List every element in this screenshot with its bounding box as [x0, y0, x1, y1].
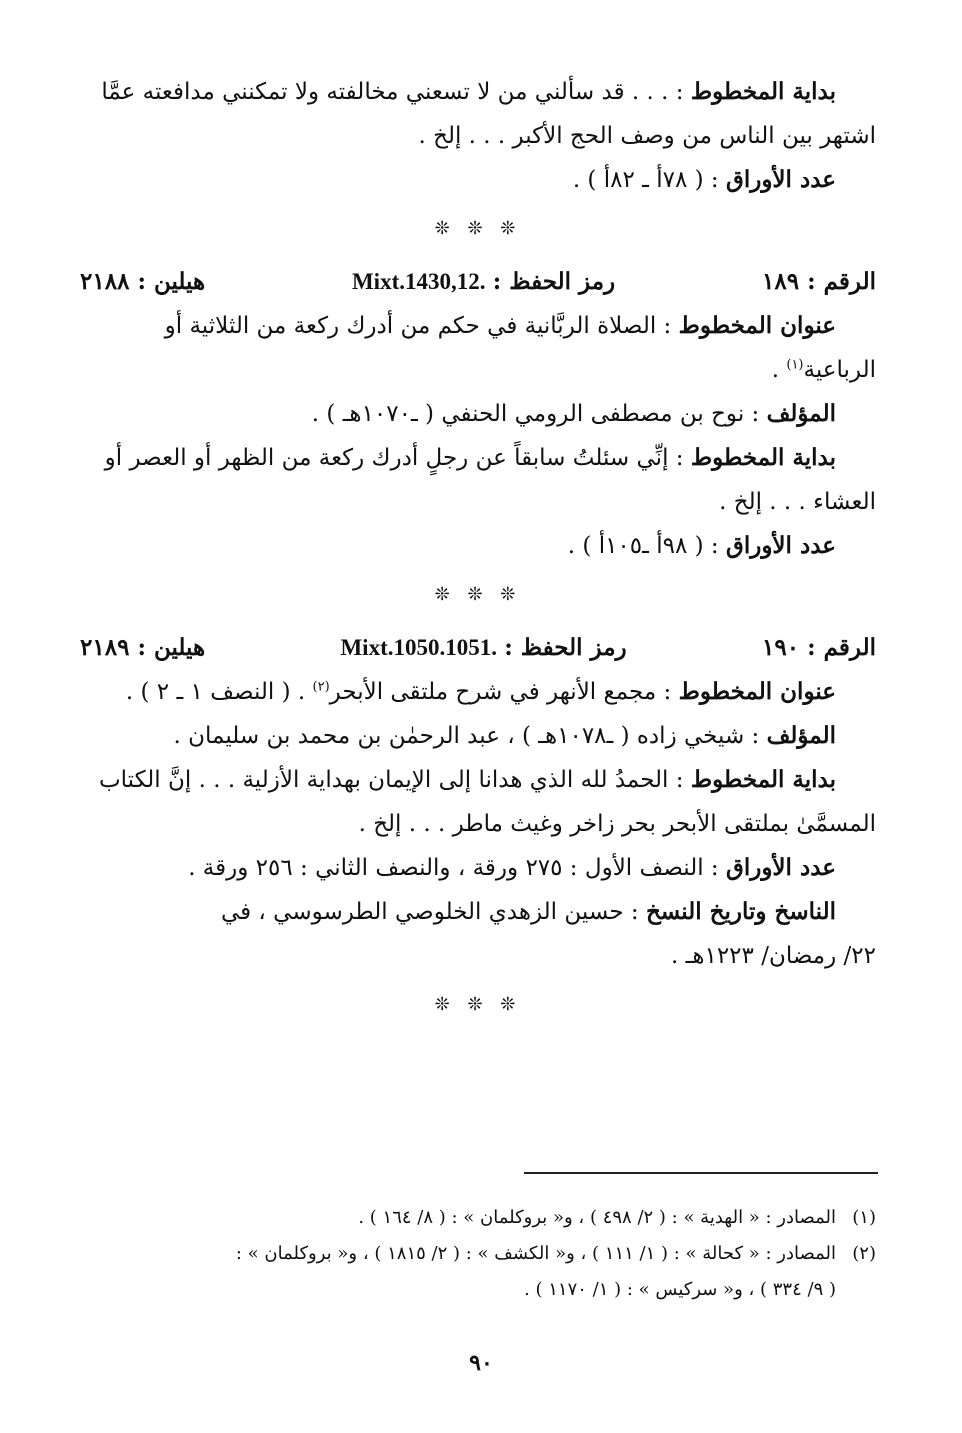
- field-label: الناسخ وتاريخ النسخ: [645, 898, 836, 925]
- field-value: : إنِّي سئلتُ سابقاً عن رجلٍ أدرك ركعة من الظهر أو العصر أو: [104, 445, 684, 471]
- folios-line: [80, 158, 876, 202]
- footnote-2-continuation: [80, 1272, 876, 1308]
- entry-header: [80, 626, 876, 670]
- beginning-line-2: العشاء . . . إلخ .: [719, 489, 876, 515]
- footnote-1: [80, 1200, 876, 1236]
- field-label: عدد الأوراق: [725, 854, 836, 881]
- field-label: عنوان المخطوط: [678, 312, 836, 339]
- entry-header: [80, 260, 876, 304]
- field-label: بداية المخطوط: [690, 444, 836, 471]
- field-value: : حسين الزهدي الخلوصي الطرسوسي ، في: [220, 899, 639, 925]
- title-end: .: [771, 357, 787, 383]
- field-value: : الحمدُ لله الذي هدانا إلى الإيمان بهداية الأزلية . . . إنَّ الكتاب: [99, 767, 684, 793]
- page-body: [80, 70, 876, 1032]
- shelfmark-label: رمز الحفظ :: [492, 268, 616, 295]
- folios-line: [80, 524, 876, 568]
- field-value: : النصف الأول : ٢٧٥ ورقة ، والنصف الثاني : ٢٥٦ ورقة .: [188, 855, 719, 881]
- entry-190: [80, 626, 876, 978]
- footnote-text: ( ٩/ ٣٣٤ ) ، و« سركيس » : ( ١/ ١١٧٠ ) .: [524, 1279, 836, 1300]
- copyist-line: [80, 890, 876, 934]
- page-number: ٩٠: [469, 1350, 493, 1376]
- footnote-number: (١): [852, 1207, 876, 1228]
- beginning-line-2: المسمَّىٰ بملتقى الأبحر بحر زاخر وغيث ماطر . . . إلخ .: [358, 811, 876, 837]
- hilin-number: هيلين : ٢١٨٨: [80, 268, 206, 295]
- copyist-line-2: ٢٢/ رمضان/ ١٢٢٣هـ .: [670, 943, 876, 969]
- footnote-ref: (١): [786, 357, 804, 373]
- folios-line: [80, 846, 876, 890]
- field-label: عنوان المخطوط: [678, 678, 836, 705]
- shelfmark: [340, 626, 626, 670]
- title-line: [80, 670, 876, 714]
- shelfmark-value: Mixt.1050.1051.: [340, 635, 497, 660]
- field-label: عدد الأوراق: [725, 532, 836, 559]
- beginning-line: [80, 758, 876, 802]
- footnotes: [80, 1200, 876, 1308]
- field-label: عدد الأوراق: [725, 166, 836, 193]
- entry-number: الرقم : ١٨٩: [762, 268, 876, 295]
- section-separator: ❊ ❊ ❊: [434, 994, 522, 1015]
- field-label: المؤلف: [766, 400, 836, 427]
- shelfmark-label: رمز الحفظ :: [504, 634, 627, 661]
- hilin-number: هيلين : ٢١٨٩: [80, 634, 206, 661]
- title-end: . ( النصف ١ ـ ٢ ) .: [125, 679, 313, 705]
- section-separator: ❊ ❊ ❊: [434, 218, 522, 239]
- footnote-number: (٢): [852, 1243, 876, 1264]
- field-value: : الصلاة الربَّانية في حكم من أدرك ركعة من الثلاثية أو: [164, 313, 672, 339]
- beginning-line: [80, 70, 876, 114]
- author-line: [80, 392, 876, 436]
- footnote-divider: [524, 1172, 878, 1174]
- author-line: [80, 714, 876, 758]
- field-value: : . . . قد سألني من لا تسعني مخالفته ولا تمكنني مدافعته عمَّا: [101, 79, 684, 105]
- footnote-text: المصادر : « الهدية » : ( ٢/ ٤٩٨ ) ، و« بروكلمان » : ( ٨/ ١٦٤ ) .: [358, 1207, 836, 1228]
- shelfmark: [352, 260, 615, 304]
- beginning-line-2: اشتهر بين الناس من وصف الحج الأكبر . . . إلخ .: [418, 123, 876, 149]
- field-value: : ( ٩٨أ ـ١٠٥أ ) .: [567, 533, 719, 559]
- footnote-ref: (٢): [312, 679, 330, 695]
- footnote-text: المصادر : « كحالة » : ( ١/ ١١١ ) ، و« الكشف » : ( ٢/ ١٨١٥ ) ، و« بروكلمان » :: [235, 1243, 836, 1264]
- entry-continuation: [80, 70, 876, 202]
- beginning-line: [80, 436, 876, 480]
- shelfmark-value: Mixt.1430,12.: [351, 269, 486, 294]
- field-label: المؤلف: [766, 722, 836, 749]
- field-value: : شيخي زاده ( ـ١٠٧٨هـ ) ، عبد الرحمٰن بن محمد بن سليمان .: [173, 723, 760, 749]
- field-label: بداية المخطوط: [690, 78, 836, 105]
- field-label: بداية المخطوط: [690, 766, 836, 793]
- section-separator: ❊ ❊ ❊: [434, 584, 522, 605]
- entry-number: الرقم : ١٩٠: [762, 634, 876, 661]
- field-value: : مجمع الأنهر في شرح ملتقى الأبحر: [329, 679, 672, 705]
- entry-189: [80, 260, 876, 568]
- title-line: [80, 304, 876, 348]
- footnote-2: [80, 1236, 876, 1272]
- field-value: : ( ٧٨أ ـ ٨٢أ ) .: [572, 167, 719, 193]
- title-continuation: الرباعية: [803, 357, 876, 383]
- title-line-2: [80, 348, 876, 392]
- field-value: : نوح بن مصطفى الرومي الحنفي ( ـ١٠٧٠هـ ) .: [311, 401, 760, 427]
